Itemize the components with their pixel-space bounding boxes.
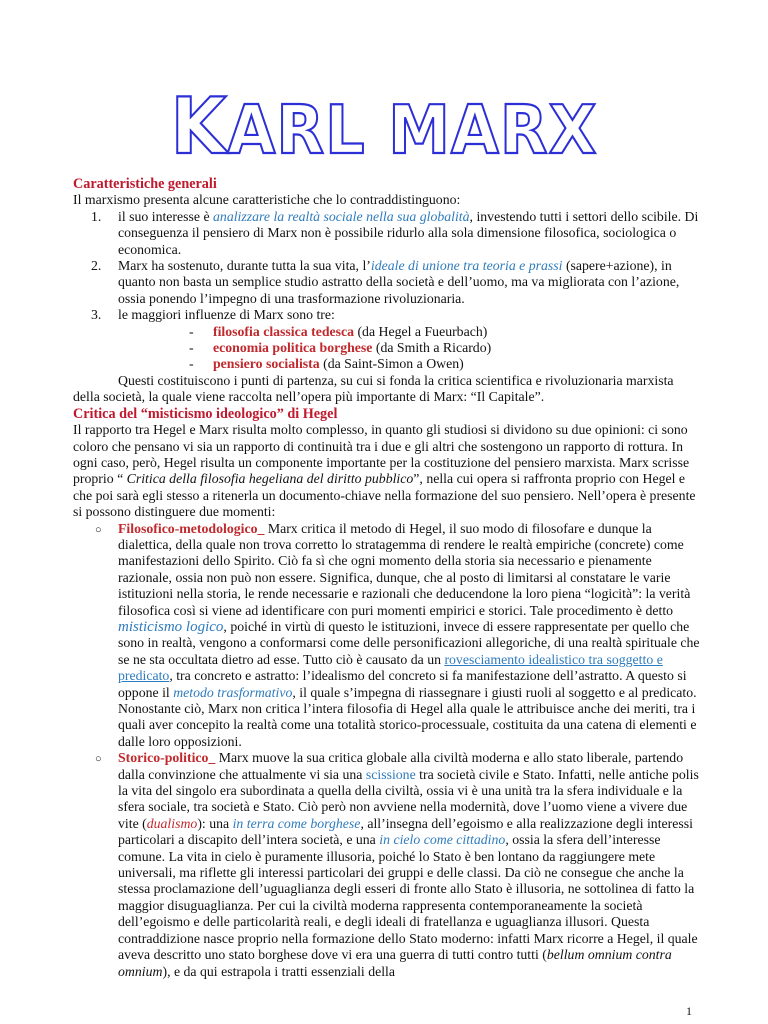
moment-text: Marx muove la sua critica globale alla civiltà moderna e allo stato liberale, partendo dalla convinzione che attualmente vi sia una [118, 750, 684, 782]
influence-name: economia politica borghese [213, 340, 373, 356]
para-text: Il rapporto tra Hegel e Marx risulta molto complesso, in quanto gli studiosi si dividono su due opinioni: ci sono coloro che pensano vi sia un rapporto di continuità tra i due e gli altri che sostengono un rapporto di rottura. In ogni caso, però, Hegel risulta un componente importante per la costituzione del pensiero marxista. Marx scrisse proprio “ [73, 422, 690, 487]
moment-text: Marx critica il metodo di Hegel, il suo modo di filosofare e dunque la dialettica, della quale non trova corretto lo stratagemma di rendere le realtà empiriche (concrete) come manifestazioni dello Spirito. Ciò fa sì che ogni momento della storia sia necessario e pienamente razionale, ossia non può non essere. Significa, dunque, che al posto di limitarsi al constatare le varie istituzioni nella storia, le rende necessarie e razionali che deducendone la loro piena “logicità”: la verità filosofica così si viene ad identificare con puri momenti empirici e storici. Tale procedimento è detto [118, 520, 691, 618]
document-body [73, 176, 703, 980]
item-highlight: analizzare la realtà sociale nella sua globalità [213, 208, 470, 224]
list-item [83, 258, 703, 307]
influence-name: pensiero socialista [213, 356, 320, 372]
characteristics-list [73, 209, 703, 324]
term-highlight: in terra come borghese [232, 815, 361, 831]
moment-text: , poiché in virtù di questo le istituzioni, invece di essere rappresentate per quello che sono in realtà, vengono a conformarsi come delle personificazioni allegoriche, di una realtà spirituale che se ne sta occultata dietro ad esse. Tutto ciò è causato da un [118, 618, 700, 667]
section-heading-critique: Critica del “misticismo ideologico” di Hegel [73, 405, 338, 422]
closing-paragraph [73, 373, 703, 406]
list-number: 1. [91, 208, 102, 224]
influence-item: - pensiero socialista (da Saint-Simon a Owen) [189, 356, 464, 372]
moment-title: Storico-politico_ [118, 750, 216, 766]
list-number: 3. [91, 307, 102, 323]
item-text: (sapere+azione), in quanto non basta un semplice studio astratto della società e dell’uomo, ma va migliorata con l’azione, ossia ponendo l’impegno di una trasformazione rivoluzionaria. [118, 258, 680, 306]
closing-text: Questi costituiscono i punti di partenza, su cui si fonda la critica scientifica e rivoluzionaria marxista della società, la quale viene raccolta nell’opera più importante di Marx: “Il Capitale”. [73, 372, 674, 405]
term-highlight: metodo trasformativo [173, 684, 293, 700]
critique-intro-paragraph [73, 422, 703, 520]
list-number: 2. [91, 258, 102, 274]
latin-phrase: bellum omnium contra omnium [118, 947, 672, 979]
influence-detail: (da Smith a Ricardo) [372, 340, 492, 356]
intro-paragraph: Il marxismo presenta alcune caratteristiche che lo contraddistinguono: [73, 192, 461, 208]
term-highlight: misticismo logico [118, 618, 224, 635]
moment-text: ): una [197, 815, 233, 831]
document-title: KARL MARX [170, 80, 598, 172]
influence-detail: (da Hegel a Fueurbach) [354, 323, 488, 339]
term-blue: scissione [365, 766, 416, 782]
circle-bullet-icon: ○ [95, 753, 102, 766]
term-underlined: rovesciamento idealistico tra soggetto e predicato [118, 651, 663, 684]
page-number: 1 [686, 1004, 692, 1018]
moment-text: tra società civile e Stato. Infatti, nelle antiche polis la vita del singolo era subordinata a quella della civiltà, ossia vi è una unità tra la sfera individuale e la sfera sociale, tra società e Stato. Ciò però non avviene nella modernità, dove l’uomo viene a vivere due vite ( [118, 766, 699, 831]
moment-text: , all’insegna dell’egoismo e alla realizzazione degli interessi particolari a discapito dell’intera società, e una [118, 815, 693, 848]
moment-text: , il quale s’impegna di riassegnare i giusti ruoli al soggetto e al predicato. Nonostante ciò, Marx non critica l’intera filosofia di Hegel alla quale le attribuisce anche dei meriti, tra i quali aver concepito la realtà come una totalità storico-processuale, costituita da una catena di elementi e dalle loro opposizioni. [118, 684, 697, 749]
work-title: Critica della filosofia hegeliana del diritto pubblico [126, 471, 414, 487]
item-text: le maggiori influenze di Marx sono tre: [118, 307, 335, 323]
title-wrap [0, 80, 768, 172]
moment-text: , ossia la sfera dell’interesse comune. La vita in cielo è puramente illusoria, poiché lo Stato è ben lontano da raggiungere mete universali, ma riflette gli interessi particolari dei gruppi e delle classi. Da ciò ne consegue che anche la stessa proclamazione dell’uguaglianza degli esseri di fronte allo Stato è illusoria, ne sottolinea di fatto la maggior disuguaglianza. Per cui la civiltà moderna rappresenta contemporaneamente la società dell’egoismo e delle particolarità reali, e degli ideali di fratellanza e uguaglianza illusori. Questa contraddizione nasce proprio nella formazione dello Stato moderno: infatti Marx ricorre a Hegel, il quale aveva descritto uno stato borghese dove vi era una guerra di tutti contro tutti ( [118, 832, 698, 963]
moment-text: ), e da qui estrapola i tratti essenziali della [162, 963, 396, 979]
influence-name: filosofia classica tedesca [213, 323, 355, 339]
moment-item-political [73, 750, 703, 980]
list-item [83, 307, 703, 323]
influence-item: - filosofia classica tedesca (da Hegel a Fueurbach) [189, 323, 488, 339]
term-highlight: in cielo come cittadino [379, 832, 506, 848]
item-text: Marx ha sostenuto, durante tutta la sua vita, l’ [118, 258, 371, 274]
para-text: ”, nella cui opera si raffronta proprio con Hegel e che poi sarà egli stesso a ritenerla un documento-chiave nella formazione del suo pensiero. Nell’opera è presente si possono distinguere due momenti: [73, 471, 696, 520]
circle-bullet-icon: ○ [95, 523, 102, 536]
influence-detail: (da Saint-Simon a Owen) [319, 356, 464, 372]
list-item [83, 209, 703, 258]
influence-item: - economia politica borghese (da Smith a Ricardo) [189, 340, 492, 356]
item-highlight: ideale di unione tra teoria e prassi [370, 258, 563, 274]
section-heading-general: Caratteristiche generali [73, 176, 217, 192]
moment-item-methodological [73, 521, 703, 751]
moment-title: Filosofico-metodologico_ [118, 520, 265, 536]
item-text: il suo interesse è [118, 208, 214, 224]
item-text: , investendo tutti i settori dello scibile. Di conseguenza il pensiero di Marx non è possibile ridurlo alla sola dimensione filosofica, sociologica o economica. [118, 208, 699, 257]
term-red: dualismo [146, 815, 198, 831]
moment-text: , tra concreto e astratto: l’idealismo del concreto si fa manifestazione dell’astratto. A questo si oppone il [118, 668, 687, 700]
